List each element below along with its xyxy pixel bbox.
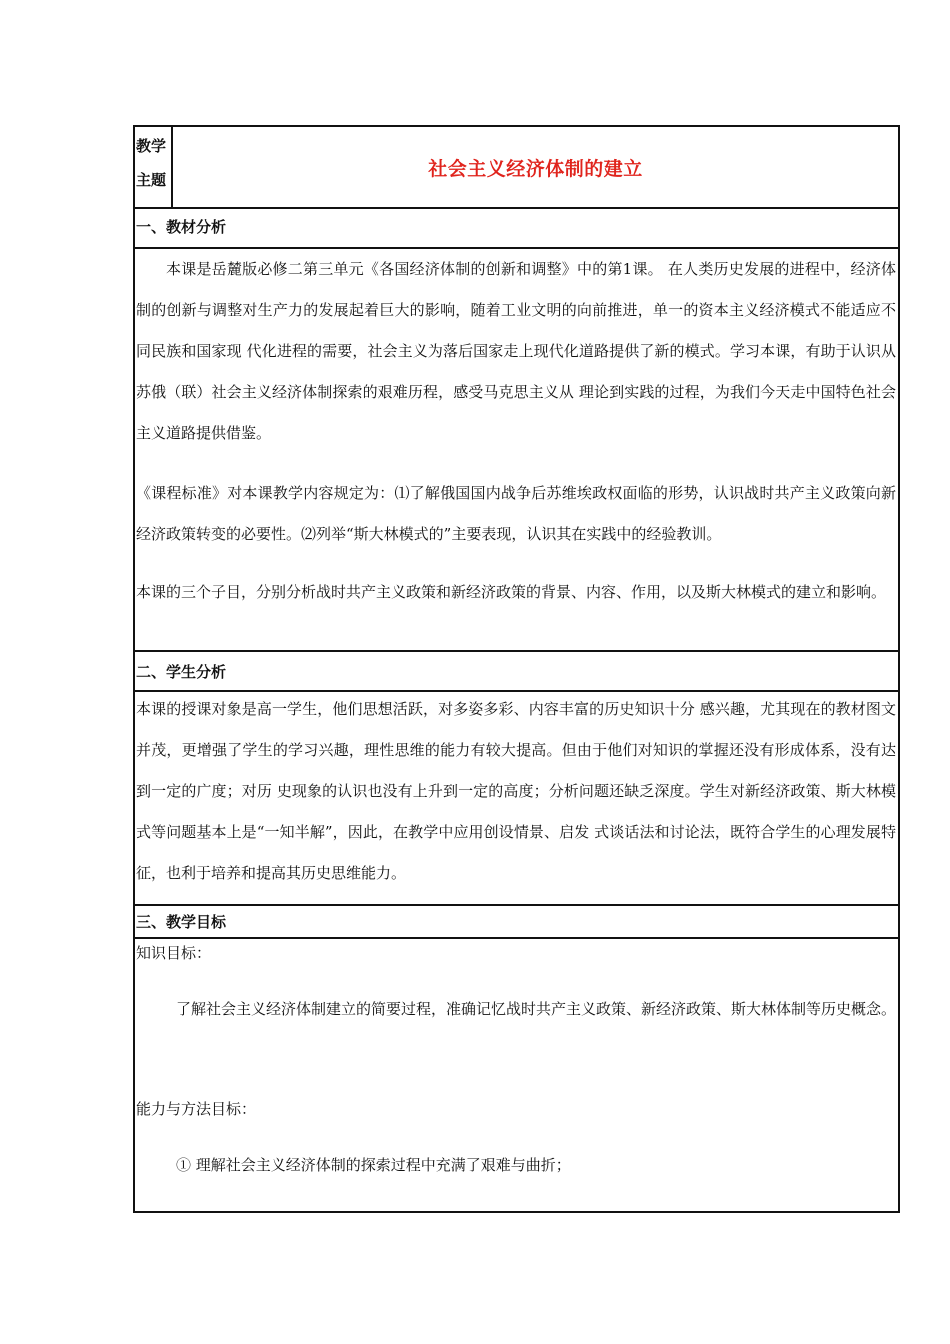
section3-body	[135, 939, 898, 1213]
title-row	[135, 127, 898, 209]
section2-paragraph1: 本课的授课对象是高一学生，他们思想活跃，对多姿多彩、内容丰富的历史知识十分 感兴趣，尤其现在的教材图文并茂，更增强了学生的学习兴趣，理性思维的能力有较大提高。但由于他们对知识的掌握还没有形成体系，没有达到一定的广度；对历 史现象的认识也没有上升到一定的高度；分析问题还缺乏深度。学生对新经济政策、斯大林模式等问题基本上是“一知半解”，因此，在教学中应用创设情景、启发 式谈话法和讨论法，既符合学生的心理发展特征，也利于培养和提高其历史思维能力。	[136, 700, 896, 882]
section2-body	[135, 692, 898, 906]
section1-body	[135, 249, 898, 652]
topic-label-cell	[135, 127, 173, 207]
lesson-plan-table	[133, 125, 900, 1213]
knowledge-goal-text: 了解社会主义经济体制建立的简要过程，准确记忆战时共产主义政策、新经济政策、斯大林体制等历史概念。	[176, 1000, 897, 1018]
section1-paragraph1: 本课是岳麓版必修二第三单元《各国经济体制的创新和调整》中的第1课。 在人类历史发展的进程中，经济体制的创新与调整对生产力的发展起着巨大的影响，随着工业文明的向前推进，单一的资本主义经济模式不能适应不同民族和国家现 代化进程的需要，社会主义为落后国家走上现代化道路提供了新的模式。学习本课，有助于认识从苏俄（联）社会主义经济体制探索的艰难历程，感受马克思主义从 理论到实践的过程，为我们今天走中国特色社会主义道路提供借鉴。	[136, 260, 896, 442]
topic-label-line2: 主题	[136, 171, 167, 189]
section1-heading: 一、教材分析	[135, 207, 898, 249]
ability-goal-label: 能力与方法目标：	[136, 1100, 257, 1118]
section3-heading: 三、教学目标	[135, 906, 898, 939]
ability-goal-item1: ① 理解社会主义经济体制的探索过程中充满了艰难与曲折；	[176, 1156, 571, 1174]
section1-paragraph2: 《课程标准》对本课教学内容规定为：⑴了解俄国国内战争后苏维埃政权面临的形势，认识战时共产主义政策向新经济政策转变的必要性。⑵列举“斯大林模式的”主要表现，认识其在实践中的经验教训。	[136, 484, 896, 543]
title-cell	[173, 127, 898, 207]
page-title: 社会主义经济体制的建立	[428, 158, 643, 180]
knowledge-goal-label: 知识目标：	[136, 944, 212, 962]
section1-paragraph3: 本课的三个子目，分别分析战时共产主义政策和新经济政策的背景、内容、作用，以及斯大林模式的建立和影响。	[136, 583, 887, 601]
topic-label-line1: 教学	[136, 137, 167, 155]
section2-heading: 二、学生分析	[135, 652, 898, 692]
